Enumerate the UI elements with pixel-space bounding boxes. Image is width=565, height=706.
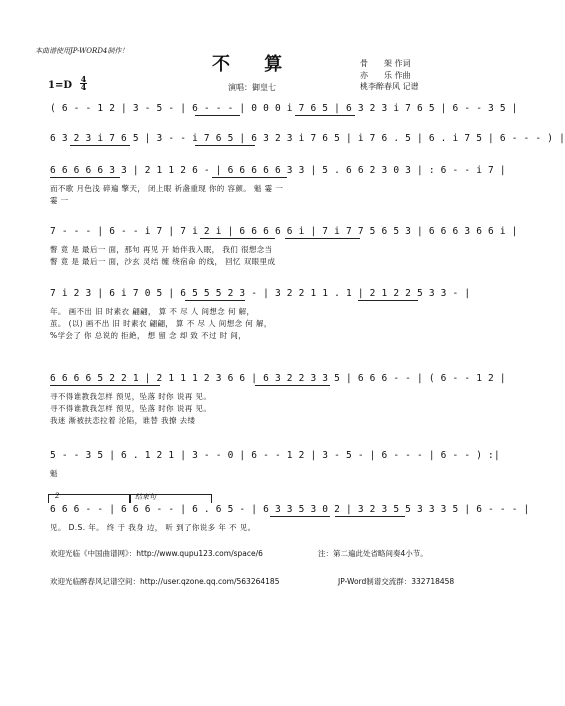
volta-label-ending: 结束句 [135,493,156,501]
beam [50,177,120,178]
lyrics-line-7a: 魁 [50,469,58,478]
score-line-4-notes: 7 - - - | 6 - - i 7 | 7 i 2 i | 6 6 6 6 6 i | 7 i 7 7 5 6 5 3 | 6 6 6 3 6 6 i | [50,226,518,237]
beam [285,238,360,239]
beam [185,300,245,301]
time-signature [80,76,87,91]
beam [270,516,330,517]
score-line-7-notes: 5 - - 3 5 | 6 . 1 2 1 | 3 - - 0 | 6 - - 1 2 | 3 - 5 - | 6 - - - | 6 - - ) :| [50,450,500,461]
lyrics-line-6a: 寻不得谁教我怎样 预见，坠落 时你 说再 见。 [50,392,212,401]
score-line-6-notes: 6 6 6 6 5 2 2 1 | 2 1 1 1 2 3 6 6 | 6 3 2 2 3 3 5 | 6 6 6 - - | ( 6 - - 1 2 | [50,373,506,384]
lyrics-line-4b: 瞥 竟 是 最后一 面，沙玄 灵结 缠 绕宿命 的线， 回忆 双眼里成 [50,257,276,266]
made-with-note: 本曲谱使用JP-WORD4制作！ [35,47,129,55]
beam [335,516,405,517]
credit-lyricist: 骨 架 作词 [360,59,411,68]
score-line-1-notes: ( 6 - - 1 2 | 3 - 5 - | 6 - - - | 0 0 0 i 7 6 5 | 6 3 2 3 i 7 6 5 | 6 - - 3 5 | [50,103,518,114]
beam [200,238,275,239]
score-line-3-notes: 6 6 6 6 6 3 3 | 2 1 1 2 6 - | 6 6 6 6 6 3 3 | 5 . 6 6 2 3 0 3 | : 6 - - i 7 | [50,165,506,176]
lyrics-line-3a: 而不歌 月色浅 碎遍 擎天， 闭上眼 祈盏重现 你的 容颜。 魁 霎 一 [50,184,284,193]
lyrics-line-8a: 见。 D.S. 年。 终 于 我身 边， 听 到了你说多 年 不 见。 [50,523,256,532]
volta-bracket-2 [48,494,130,503]
beam [295,115,355,116]
lyrics-line-3b: 霎 一 [50,196,69,205]
beam [70,145,130,146]
footer-group: JP-Word制谱交流群：332718458 [338,577,455,586]
time-signature-bottom: 4 [80,82,87,92]
lyrics-line-5a: 年。 画不出 旧 时素衣 翩翩， 算 不 尽 人 间想念 何 解， [50,307,255,316]
lyrics-line-5b: 茧。 (以) 画不出 旧 时素衣 翩翩， 算 不 尽 人 间想念 何 解， [50,319,272,328]
footer-note: 注：第二遍此处省略间奏4小节。 [318,549,428,558]
lyrics-line-6b: 寻不得谁教我怎样 预见，坠落 时你 说再 见。 [50,404,212,413]
score-line-5-notes: 7 i 2 3 | 6 i 7 0 5 | 6 5 5 5 2 3 - | 3 2 2 1 1 . 1 | 2 1 2 2 5 3 3 - | [50,288,471,299]
beam [255,385,330,386]
credits-block [360,58,419,93]
footer-site-link: 欢迎光临《中国曲谱网》：http://www.qupu123.com/space/6 [50,549,263,558]
credit-composer: 亦 乐 作曲 [360,70,411,80]
lyrics-line-4a: 瞥 竟 是 最后一 面，那句 再见 开 始伴我入眠， 我们 很想念当 [50,245,273,254]
beam [195,115,240,116]
lyrics-line-6c: 我迷 渐被扶恋拉着 沦陷，谁替 我撩 去缕 [50,416,196,425]
footer-space-link: 欢迎光临醉春风记谱空间：http://user.qzone.qq.com/563264185 [50,577,280,586]
volta-label-2: 2 [55,492,60,500]
beam [50,385,160,386]
singer-credit: 演唱：御皇七 [228,83,276,92]
score-line-8-notes: 6 6 6 - - | 6 6 6 - - | 6 . 6 5 - | 6 3 3 5 3 0 2 | 3 2 3 5 5 3 3 3 5 | 6 - - - | [50,504,530,515]
credit-transcriber: 桃李醉春风 记谱 [360,82,419,91]
score-line-2-notes: 6 3 2 3 i 7 6 5 | 3 - - i 7 6 5 | 6 3 2 3 i 7 6 5 | i 7 6 . 5 | 6 . i 7 5 | 6 - - - ) | [50,133,565,144]
beam [212,177,287,178]
lyrics-line-5c: %学会了 你 总说的 拒絶， 想 留 念 却 致 不过 时 间， [50,331,247,340]
beam [195,145,255,146]
beam [358,300,418,301]
key-signature: 1=D [48,80,73,91]
time-signature-top: 4 [80,74,87,84]
page-title: 不 算 [212,54,297,75]
